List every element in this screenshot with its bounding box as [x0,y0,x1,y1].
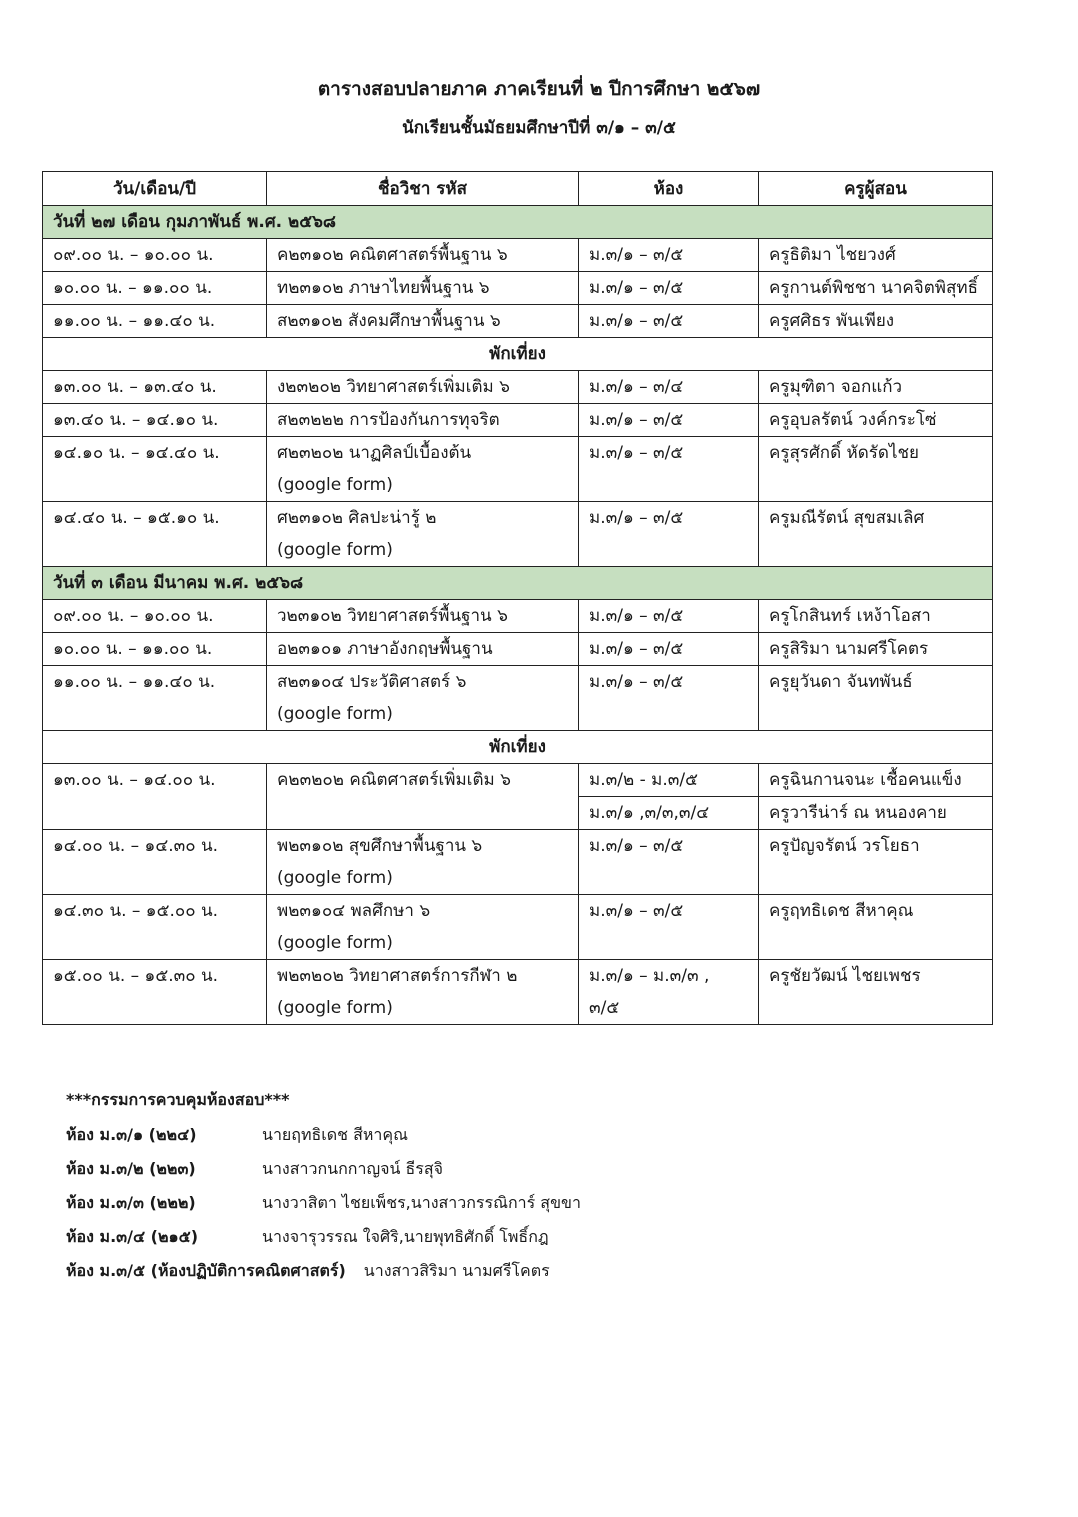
committee-names: นางจารุวรรณ ใจศิริ,นายพุทธิศักดิ์ โพธิ์กฎ [262,1227,549,1246]
empty-cell [267,797,579,830]
exam-subject: พ๒๓๒๐๒ วิทยาศาสตร์การกีฬา ๒ [277,966,518,986]
table-row [43,633,993,666]
column-header-teacher: ครูผู้สอน [759,172,993,206]
exam-teacher: ครูสุรศักดิ์ หัดรัดไชย [759,437,993,502]
exam-room: ม.๓/๑ – ๓/๕ [579,830,759,895]
committee-room: ห้อง ม.๓/๔ (๒๑๕) [66,1227,199,1246]
exam-subject-cell [267,502,579,567]
exam-room: ม.๓/๑ – ๓/๕ [579,305,759,338]
table-row [43,437,993,502]
exam-teacher: ครูฉินกานจนะ เชื้อคนแข็ง [759,764,993,797]
committee-names: นายฤทธิเดช สีหาคุณ [262,1125,408,1144]
exam-subject-cell [267,830,579,895]
exam-teacher: ครูมณีรัตน์ สุขสมเลิศ [759,502,993,567]
table-row [43,371,993,404]
exam-time: ๑๐.๐๐ น. – ๑๑.๐๐ น. [43,633,267,666]
empty-cell [43,797,267,830]
table-row [43,305,993,338]
exam-subject-cell [267,437,579,502]
exam-room: ม.๓/๑ – ๓/๔ [579,371,759,404]
exam-teacher: ครูมุฑิตา จอกแก้ว [759,371,993,404]
exam-room: ม.๓/๑ – ๓/๕ [579,633,759,666]
lunch-break-label: พักเที่ยง [43,731,993,764]
exam-room: ม.๓/๑ – ๓/๕ [579,666,759,731]
column-header-room: ห้อง [579,172,759,206]
column-header-date: วัน/เดือน/ปี [43,172,267,206]
day-section-label: วันที่ ๒๗ เดือน กุมภาพันธ์ พ.ศ. ๒๕๖๘ [43,206,993,239]
exam-subject-cell [267,895,579,960]
exam-room: ม.๓/๑ – ๓/๕ [579,600,759,633]
google-form-note: (google form) [277,540,393,560]
google-form-note: (google form) [277,704,393,724]
table-row [43,764,993,797]
exam-room: ม.๓/๑ – ๓/๕ [579,502,759,567]
exam-room: ม.๓/๑ – ๓/๕ [579,895,759,960]
day-section-row [43,206,993,239]
day-section-label: วันที่ ๓ เดือน มีนาคม พ.ศ. ๒๕๖๘ [43,567,993,600]
committee-room: ห้อง ม.๓/๒ (๒๒๓) [66,1159,196,1178]
exam-time: ๑๕.๐๐ น. – ๑๕.๓๐ น. [43,960,267,1025]
exam-subject: ส๒๓๑๐๔ ประวัติศาสตร์ ๖ [277,672,467,692]
table-row [43,895,993,960]
committee-names: นางสาวกนกกาญจน์ ธีรสุจิ [262,1159,443,1178]
exam-teacher: ครูสิริมา นามศรีโคตร [759,633,993,666]
exam-subject-cell [267,960,579,1025]
exam-room: ม.๓/๑ – ๓/๕ [579,272,759,305]
proctor-committee [66,1082,581,1288]
table-row [43,960,993,1025]
table-row [43,404,993,437]
exam-subject: ว๒๓๑๐๒ วิทยาศาสตร์พื้นฐาน ๖ [267,600,579,633]
exam-room-continued: ๓/๕ [589,998,620,1018]
committee-item [66,1186,581,1220]
table-row-continued [43,797,993,830]
exam-time: ๑๓.๔๐ น. – ๑๔.๑๐ น. [43,404,267,437]
exam-teacher: ครูปัญจรัตน์ วรโยธา [759,830,993,895]
exam-room: ม.๓/๑ ,๓/๓,๓/๔ [579,797,759,830]
table-row [43,239,993,272]
table-row [43,600,993,633]
exam-subject: ส๒๓๑๐๒ สังคมศึกษาพื้นฐาน ๖ [267,305,579,338]
exam-subject: ศ๒๓๑๐๒ ศิลปะน่ารู้ ๒ [277,508,437,528]
exam-subject: ศ๒๓๒๐๒ นาฏศิลป์เบื้องต้น [277,443,472,463]
day-section-row [43,567,993,600]
google-form-note: (google form) [277,475,393,495]
exam-subject: ท๒๓๑๐๒ ภาษาไทยพื้นฐาน ๖ [267,272,579,305]
table-row [43,272,993,305]
exam-room: ม.๓/๑ – ๓/๕ [579,437,759,502]
exam-time: ๑๔.๑๐ น. – ๑๔.๔๐ น. [43,437,267,502]
committee-item [66,1152,581,1186]
google-form-note: (google form) [277,933,393,953]
committee-room: ห้อง ม.๓/๕ (ห้องปฏิบัติการคณิตศาสตร์) [66,1261,346,1280]
table-row [43,666,993,731]
exam-room-cell [579,960,759,1025]
committee-names: นางวาสิตา ไชยเพ็ชร,นางสาวกรรณิการ์ สุขขา [262,1193,581,1212]
exam-time: ๑๓.๐๐ น. – ๑๔.๐๐ น. [43,764,267,797]
exam-teacher: ครูศศิธร พันเพียง [759,305,993,338]
exam-subject: ส๒๓๒๒๒ การป้องกันการทุจริต [267,404,579,437]
exam-time: ๑๐.๐๐ น. – ๑๑.๐๐ น. [43,272,267,305]
committee-heading: ***กรรมการควบคุมห้องสอบ*** [66,1090,290,1109]
committee-names: นางสาวสิริมา นามศรีโคตร [363,1261,550,1280]
exam-teacher: ครูวารีน่าร์ ณ หนองคาย [759,797,993,830]
page-subtitle: นักเรียนชั้นมัธยมศึกษาปีที่ ๓/๑ – ๓/๕ [402,118,676,138]
exam-teacher: ครูโกสินทร์ เหง้าโอสา [759,600,993,633]
exam-time: ๑๑.๐๐ น. – ๑๑.๔๐ น. [43,305,267,338]
exam-time: ๑๔.๔๐ น. – ๑๕.๑๐ น. [43,502,267,567]
exam-subject-cell [267,666,579,731]
table-row [43,502,993,567]
exam-subject: ง๒๓๒๐๒ วิทยาศาสตร์เพิ่มเติม ๖ [267,371,579,404]
google-form-note: (google form) [277,998,393,1018]
committee-item [66,1118,581,1152]
google-form-note: (google form) [277,868,393,888]
exam-teacher: ครูกานต์พิชชา นาคจิตพิสุทธิ์ [759,272,993,305]
exam-time: ๑๓.๐๐ น. – ๑๓.๔๐ น. [43,371,267,404]
exam-subject: พ๒๓๑๐๔ พลศึกษา ๖ [277,901,431,921]
exam-room: ม.๓/๑ – ๓/๕ [579,404,759,437]
exam-subject: ค๒๓๒๐๒ คณิตศาสตร์เพิ่มเติม ๖ [267,764,579,797]
exam-time: ๑๔.๓๐ น. – ๑๕.๐๐ น. [43,895,267,960]
column-header-subject: ชื่อวิชา รหัส [267,172,579,206]
exam-time: ๐๙.๐๐ น. – ๑๐.๐๐ น. [43,239,267,272]
exam-teacher: ครูฤทธิเดช สีหาคุณ [759,895,993,960]
exam-teacher: ครูชัยวัฒน์ ไชยเพชร [759,960,993,1025]
exam-room: ม.๓/๑ – ม.๓/๓ , [589,966,710,986]
exam-time: ๐๙.๐๐ น. – ๑๐.๐๐ น. [43,600,267,633]
exam-room: ม.๓/๑ – ๓/๕ [579,239,759,272]
lunch-break-label: พักเที่ยง [43,338,993,371]
exam-room: ม.๓/๒ - ม.๓/๕ [579,764,759,797]
committee-item [66,1220,581,1254]
exam-teacher: ครูยุวันดา จันทพันธ์ [759,666,993,731]
committee-room: ห้อง ม.๓/๑ (๒๒๔) [66,1125,197,1144]
exam-subject: อ๒๓๑๐๑ ภาษาอังกฤษพื้นฐาน [267,633,579,666]
lunch-break-row [43,338,993,371]
lunch-break-row [43,731,993,764]
page-title: ตารางสอบปลายภาค ภาคเรียนที่ ๒ ปีการศึกษา ๒๕๖๗ [317,78,761,100]
exam-time: ๑๔.๐๐ น. – ๑๔.๓๐ น. [43,830,267,895]
table-header-row [43,172,993,206]
exam-subject: พ๒๓๑๐๒ สุขศึกษาพื้นฐาน ๖ [277,836,483,856]
exam-teacher: ครูธิติมา ไชยวงศ์ [759,239,993,272]
committee-item [66,1254,581,1288]
exam-teacher: ครูอุบลรัตน์ วงค์กระโซ่ [759,404,993,437]
table-row [43,830,993,895]
exam-subject: ค๒๓๑๐๒ คณิตศาสตร์พื้นฐาน ๖ [267,239,579,272]
exam-time: ๑๑.๐๐ น. – ๑๑.๔๐ น. [43,666,267,731]
exam-schedule-table [42,171,993,1025]
committee-room: ห้อง ม.๓/๓ (๒๒๒) [66,1193,196,1212]
